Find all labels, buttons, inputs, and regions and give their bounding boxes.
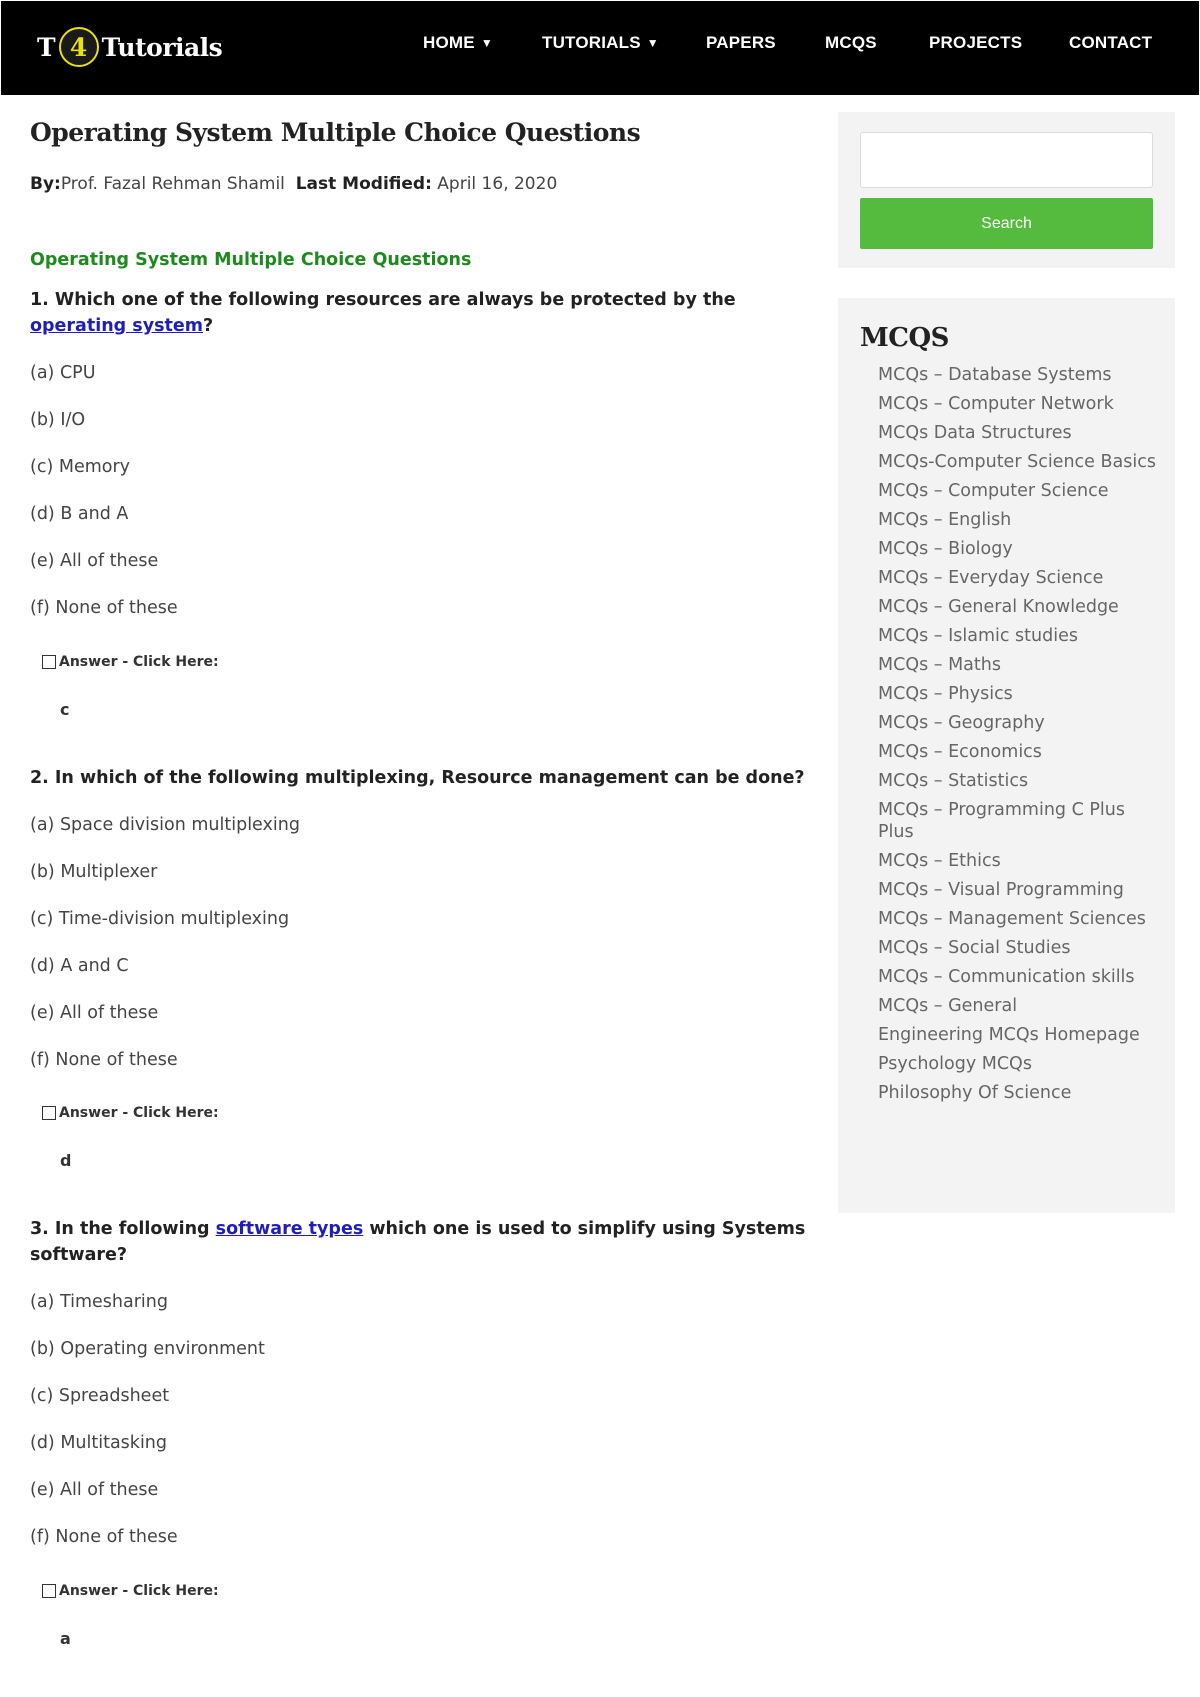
q3-option-c: (c) Spreadsheet	[30, 1386, 170, 1406]
q3-answer-value: a	[60, 1629, 71, 1648]
q1-option-e: (e) All of these	[30, 551, 159, 571]
nav-tutorials-label: TUTORIALS	[542, 33, 641, 52]
mcqs-heading: MCQS	[860, 323, 949, 353]
q1-option-a: (a) CPU	[30, 363, 96, 383]
q2-answer-value: d	[60, 1151, 72, 1170]
caret-down-icon: ▼	[480, 36, 493, 50]
sidebar-link[interactable]: MCQs – Management Sciences	[878, 909, 1146, 929]
q1-option-c: (c) Memory	[30, 457, 131, 477]
byline	[30, 174, 557, 194]
q2-answer-toggle[interactable]	[42, 1105, 219, 1121]
sidebar-link[interactable]: MCQs – Geography	[878, 713, 1045, 733]
q3-option-e: (e) All of these	[30, 1480, 159, 1500]
nav-tutorials[interactable]	[542, 1, 659, 85]
sidebar-link[interactable]: MCQs – Social Studies	[878, 938, 1071, 958]
sidebar-link[interactable]: MCQs – Maths	[878, 655, 1001, 675]
q1-option-f: (f) None of these	[30, 598, 178, 618]
q3-option-d: (d) Multitasking	[30, 1433, 168, 1453]
q3-option-f: (f) None of these	[30, 1527, 178, 1547]
search-button[interactable]: Search	[860, 198, 1153, 249]
answer-label: Answer - Click Here:	[59, 1105, 219, 1121]
sidebar-link[interactable]: MCQs – Programming C Plus Plus	[878, 800, 1125, 842]
question-1-pre: 1. Which one of the following resources are always be protected by the	[30, 290, 736, 310]
modified-label: Last Modified:	[295, 174, 432, 194]
q1-option-b: (b) I/O	[30, 410, 86, 430]
sidebar-link[interactable]: MCQs – Visual Programming	[878, 880, 1124, 900]
sidebar-link[interactable]: Psychology MCQs	[878, 1054, 1032, 1074]
sidebar-link[interactable]: MCQs – Biology	[878, 539, 1013, 559]
section-heading: Operating System Multiple Choice Questions	[30, 250, 472, 270]
q1-answer-toggle[interactable]	[42, 654, 219, 670]
sidebar-link[interactable]: MCQs – Everyday Science	[878, 568, 1104, 588]
nav-home-label: HOME	[423, 33, 475, 52]
checkbox-icon	[42, 1584, 56, 1598]
q1-answer-value: c	[60, 700, 70, 719]
logo-name: Tutorials	[101, 32, 223, 62]
sidebar-link[interactable]: Philosophy Of Science	[878, 1083, 1072, 1103]
page-title: Operating System Multiple Choice Questions	[30, 118, 641, 147]
answer-label: Answer - Click Here:	[59, 1583, 219, 1599]
sidebar-link[interactable]: MCQs – Computer Science	[878, 481, 1109, 501]
nav-contact[interactable]: CONTACT	[1069, 33, 1153, 52]
q2-option-c: (c) Time-division multiplexing	[30, 909, 290, 929]
operating-system-link[interactable]: operating system	[30, 316, 204, 336]
sidebar-link[interactable]: Engineering MCQs Homepage	[878, 1025, 1140, 1045]
search-input[interactable]	[860, 132, 1153, 188]
question-2-text	[30, 765, 810, 791]
sidebar-link[interactable]: MCQs – Ethics	[878, 851, 1001, 871]
question-2-pre: 2. In which of the following multiplexing, Resource management can be done?	[30, 768, 805, 788]
sidebar-link[interactable]: MCQs – General	[878, 996, 1018, 1016]
q2-option-d: (d) A and C	[30, 956, 129, 976]
q3-answer-toggle[interactable]	[42, 1583, 219, 1599]
question-1-text	[30, 287, 810, 339]
sidebar-link[interactable]: MCQs – Communication skills	[878, 967, 1135, 987]
site-logo[interactable]	[37, 25, 222, 69]
q2-option-f: (f) None of these	[30, 1050, 178, 1070]
nav-mcqs[interactable]: MCQS	[825, 33, 877, 52]
sidebar-link[interactable]: MCQs – Computer Network	[878, 394, 1114, 414]
nav-papers[interactable]: PAPERS	[706, 33, 776, 52]
q1-option-d: (d) B and A	[30, 504, 129, 524]
question-3-pre: 3. In the following	[30, 1219, 216, 1239]
sidebar-link[interactable]: MCQs – General Knowledge	[878, 597, 1119, 617]
sidebar-link[interactable]: MCQs – Database Systems	[878, 365, 1112, 385]
logo-letter-t: T	[37, 32, 56, 62]
by-label: By:	[30, 174, 61, 194]
sidebar-link[interactable]: MCQs – Islamic studies	[878, 626, 1078, 646]
question-3-text	[30, 1216, 810, 1268]
q2-option-a: (a) Space division multiplexing	[30, 815, 300, 835]
nav-home[interactable]	[423, 1, 493, 85]
checkbox-icon	[42, 655, 56, 669]
sidebar-link[interactable]: MCQs – English	[878, 510, 1012, 530]
answer-label: Answer - Click Here:	[59, 654, 219, 670]
sidebar-link[interactable]: MCQs Data Structures	[878, 423, 1072, 443]
modified-date: April 16, 2020	[437, 174, 558, 194]
logo-circle-four: 4	[59, 27, 99, 67]
q3-option-b: (b) Operating environment	[30, 1339, 265, 1359]
sidebar-link[interactable]: MCQs-Computer Science Basics	[878, 452, 1156, 472]
caret-down-icon: ▼	[646, 36, 659, 50]
site-header	[1, 1, 1199, 95]
q2-option-b: (b) Multiplexer	[30, 862, 158, 882]
software-types-link[interactable]: software types	[215, 1219, 364, 1239]
author-name: Prof. Fazal Rehman Shamil	[60, 174, 285, 194]
nav-projects[interactable]: PROJECTS	[929, 33, 1023, 52]
mcqs-link-list	[878, 364, 1163, 1111]
sidebar-link[interactable]: MCQs – Statistics	[878, 771, 1029, 791]
q3-option-a: (a) Timesharing	[30, 1292, 168, 1312]
question-3-post: which one is used to simplify using Systems software?	[30, 1219, 806, 1265]
checkbox-icon	[42, 1106, 56, 1120]
sidebar-link[interactable]: MCQs – Physics	[878, 684, 1013, 704]
q2-option-e: (e) All of these	[30, 1003, 159, 1023]
question-1-post: ?	[203, 316, 214, 336]
sidebar-link[interactable]: MCQs – Economics	[878, 742, 1042, 762]
